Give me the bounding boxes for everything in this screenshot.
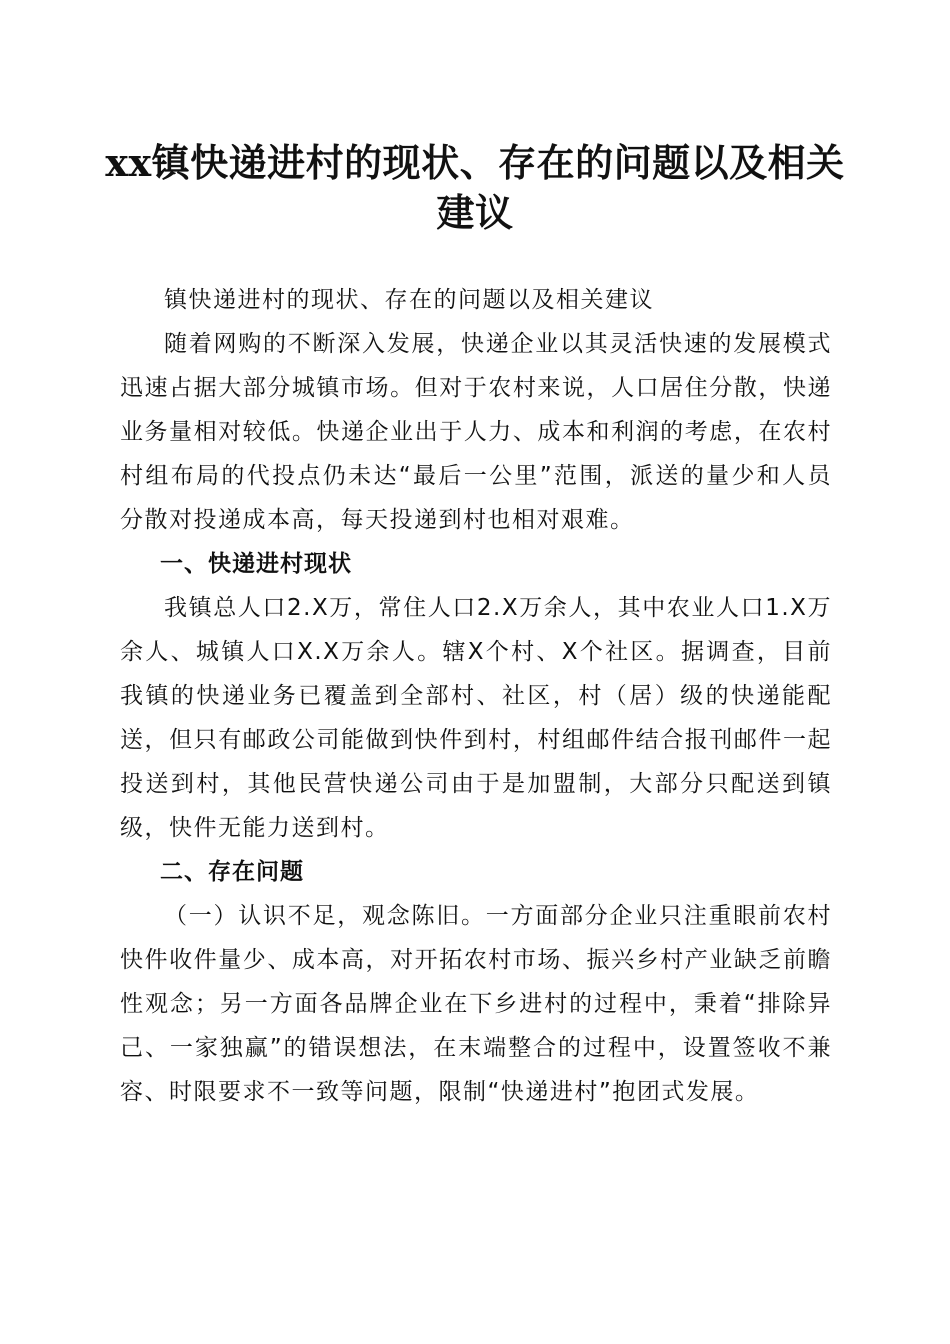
section-heading-status: 一、快递进村现状 <box>160 551 352 577</box>
document-body <box>120 278 832 1114</box>
problems-paragraph: （一）认识不足，观念陈旧。一方面部分企业只注重眼前农村快件收件量少、成本高，对开拓农村市场、振兴乡村产业缺乏前瞻性观念；另一方面各品牌企业在下乡进村的过程中，秉着“排除异己、一家独赢”的错误想法，在末端整合的过程中，设置签收不兼容、时限要求不一致等问题，限制“快递进村”抱团式发展。 <box>120 903 832 1105</box>
intro-paragraph: 随着网购的不断深入发展，快递企业以其灵活快速的发展模式迅速占据大部分城镇市场。但对于农村来说，人口居住分散，快递业务量相对较低。快递企业出于人力、成本和利润的考虑，在农村村组布局的代投点仍未达“最后一公里”范围，派送的量少和人员分散对投递成本高，每天投递到村也相对艰难。 <box>120 331 832 533</box>
title-line-2: 建议 <box>436 190 514 235</box>
title-line-1: xx镇快递进村的现状、存在的问题以及相关 <box>105 140 845 185</box>
status-paragraph: 我镇总人口2.X万，常住人口2.X万余人，其中农业人口1.X万余人、城镇人口X.X万余人。辖X个村、X个社区。据调查，目前我镇的快递业务已覆盖到全部村、社区，村（居）级的快递能配送，但只有邮政公司能做到快件到村，村组邮件结合报刊邮件一起投送到村，其他民营快递公司由于是加盟制，大部分只配送到镇级，快件无能力送到村。 <box>120 595 832 841</box>
subtitle-paragraph: 镇快递进村的现状、存在的问题以及相关建议 <box>164 287 654 313</box>
section-heading-problems: 二、存在问题 <box>160 859 304 885</box>
document-title <box>100 138 850 238</box>
